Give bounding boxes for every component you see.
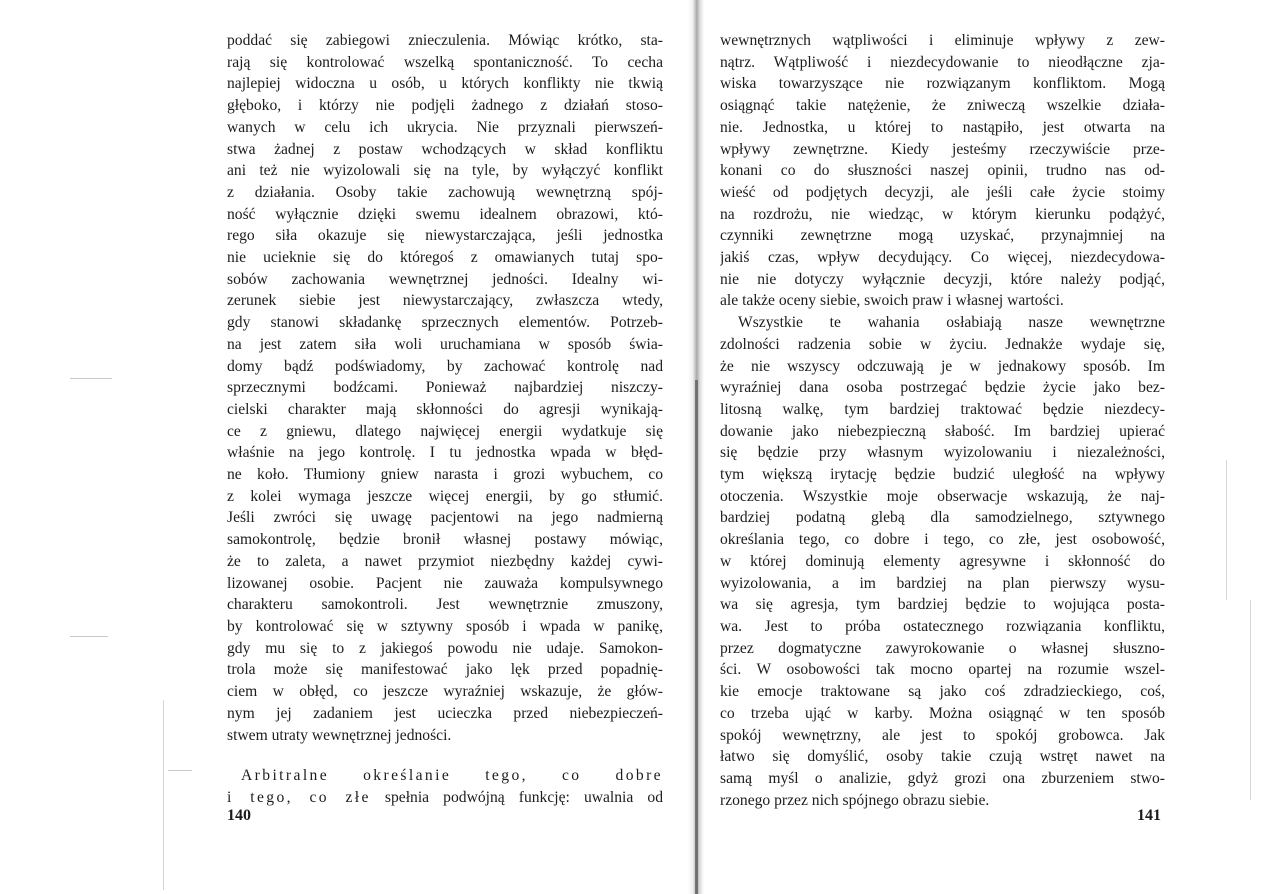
scan-edge-mark — [168, 770, 192, 771]
text-line: charakteru samokontroli. Jest wewnętrznie zmuszony, — [227, 596, 663, 614]
text-line: wanych w celu ich ukrycia. Nie przyznali pierwszeń- — [227, 118, 663, 136]
text-line: zerunek siebie jest niewystarczający, zwłaszcza wtedy, — [227, 292, 663, 310]
text-line: litosną walkę, tym bardziej traktować będzie niezdecy- — [720, 400, 1165, 418]
text-line: gdy mu się to z jakiegoś powodu nie udaje. Samokon- — [227, 639, 663, 657]
text-line: na rozdrożu, nie wiedząc, w którym kierunku podążyć, — [720, 205, 1165, 223]
text-line: kie emocje traktowane są jako coś zdradzieckiego, coś, — [720, 683, 1165, 701]
text-line: Jeśli zwróci się uwagę pacjentowi na jego nadmierną — [227, 509, 663, 527]
text-line: zdolności radzenia sobie w życiu. Jednakże wydaje się, — [720, 335, 1165, 353]
text-line: ści. W osobowości tak mocno opartej na rozumie wszel- — [720, 661, 1165, 679]
left-page — [227, 30, 663, 809]
text-line: jakiś czas, wpływ decydujący. Co więcej, niezdecydowa- — [720, 249, 1165, 267]
text-line: czynniki zewnętrzne mogą uzyskać, przynajmniej na — [720, 227, 1165, 245]
text-line: ność wyłącznie dzięki swemu idealnem obrazowi, któ- — [227, 205, 663, 223]
text-line: stwem utraty wewnętrznej jedności. — [227, 726, 452, 744]
text-line: stwa żadnej z postaw wchodzących w skład konfliktu — [227, 140, 663, 158]
scan-edge-mark — [1226, 460, 1227, 600]
scan-edge-mark — [70, 636, 108, 637]
text-line: właśnie na jego kontrolę. I tu jednostka wpada w błęd- — [227, 444, 663, 462]
text-line: osiągnąć takie natężenie, że zniweczą wszelkie działa- — [720, 97, 1165, 115]
text-line: wewnętrznych wątpliwości i eliminuje wpływy z zew- — [720, 32, 1165, 49]
text-line: nie nie dotyczy wyłącznie decyzji, które należy podjąć, — [720, 270, 1165, 288]
text-line: nątrz. Wątpliwość i niezdecydowanie to nieodłączne zja- — [720, 53, 1165, 71]
text-line: wyizolowania, a im bardziej na plan pierwszy wysu- — [720, 574, 1165, 592]
text-line: wyraźniej dana osoba postrzegać będzie życie jako bez- — [720, 379, 1165, 397]
text-line: wiska towarzyszące nie rozwiązanym konfliktom. Mogą — [720, 75, 1165, 93]
text-line: konani co do słuszności naszej opinii, trudno nas od- — [720, 162, 1165, 180]
text-line: spokój wewnętrzny, ale jest to spokój grobowca. Jak — [720, 726, 1165, 744]
right-page-text — [720, 30, 1165, 811]
text-line: z działania. Osoby takie zachowują wewnętrzną spój- — [227, 183, 663, 201]
scan-edge-mark — [70, 378, 112, 379]
text-line: domy bądź podświadomy, by zachować kontrolę nad — [227, 357, 663, 375]
text-line: gdy stanowi składankę sprzecznych elementów. Potrzeb- — [227, 314, 663, 332]
text-line: co trzeba ująć w karby. Można osiągnąć w ten sposób — [720, 704, 1165, 722]
heading-spaced-words: i tego, co złe — [227, 788, 371, 806]
text-line: określania tego, co dobre i tego, co złe, jest osobowość, — [720, 531, 1165, 549]
text-line: się będzie przy własnym wyizolowaniu i niezależności, — [720, 444, 1165, 462]
text-line: w której dominują elementy agresywne i skłonność do — [720, 552, 1165, 570]
text-line: otoczenia. Wszystkie moje obserwacje wskazują, że naj- — [720, 487, 1165, 505]
text-line: z kolei wymaga jeszcze więcej energii, by go stłumić. — [227, 487, 663, 505]
spine-shadow — [695, 380, 698, 894]
text-line: że to zaleta, a nawet przymiot niezbędny każdej cywi- — [227, 552, 663, 570]
text-line: rego siła okazuje się niewystarczająca, jeśli jednostka — [227, 227, 663, 245]
text-line: sobów zachowania wewnętrznej jedności. Idealny wi- — [227, 270, 663, 288]
text-line: przez dogmatyczne zawyrokowanie o własnej słuszno- — [720, 639, 1165, 657]
text-line: ce z gniewu, dlatego najwięcej energii wydatkuje się — [227, 422, 663, 440]
text-line: poddać się zabiegowi znieczulenia. Mówiąc krótko, sta- — [227, 32, 663, 49]
text-line: nie. Jednostka, u której to nastąpiło, jest otwarta na — [720, 118, 1165, 136]
text-line: ciem w obłęd, co jeszcze wyraźniej wskazuje, że głów- — [227, 683, 663, 701]
text-line: najlepiej widoczna u osób, u których konflikty nie tkwią — [227, 75, 663, 93]
heading-line-1: Arbitralne określanie tego, co dobre — [241, 767, 663, 785]
text-line: samokontrolę, będzie bronił własnej postawy mówiąc, — [227, 531, 663, 549]
text-line: lizowanej osobie. Pacjent nie zauważa kompulsywnego — [227, 574, 663, 592]
text-line: nie ucieknie się do któregoś z omawianych tutaj spo- — [227, 249, 663, 267]
text-line: by kontrolować się w sztywny sposób i wpada w panikę, — [227, 617, 663, 635]
text-line: wa. Jest to próba ostatecznego rozwiązania konfliktu, — [720, 617, 1165, 635]
scan-edge-mark — [163, 700, 164, 890]
text-line: wa się agresja, tym bardziej będzie to wojująca posta- — [720, 596, 1165, 614]
left-page-heading — [227, 765, 663, 808]
text-line: rzonego przez nich spójnego obrazu siebie. — [720, 791, 990, 809]
text-line: cielski charakter mają skłonności do agresji wynikają- — [227, 400, 663, 418]
text-line: ani też nie wyizolowali się na tyle, by wyłączyć konflikt — [227, 162, 663, 180]
text-line: rają się kontrolować wszelką spontaniczność. To cecha — [227, 53, 663, 71]
page-number-left: 140 — [227, 807, 251, 824]
text-line: wpływy zewnętrzne. Kiedy jesteśmy rzeczywiście prze- — [720, 140, 1165, 158]
text-line: dowanie jako niebezpieczną słabość. Im bardziej upierać — [720, 422, 1165, 440]
left-page-text — [227, 30, 663, 746]
text-line: ale także oceny siebie, swoich praw i własnej wartości. — [720, 292, 1064, 310]
text-line: trola może się manifestować jako lęk przed popadnię- — [227, 661, 663, 679]
text-line: samą myśl o analizie, gdyż grozi ona zburzeniem stwo- — [720, 769, 1165, 787]
text-line: tym większą irytację będzie budzić uległość na wpływy — [720, 466, 1165, 484]
text-line: sprzecznymi bodźcami. Ponieważ najbardziej niszczy- — [227, 379, 663, 397]
text-line: łatwo się domyślić, osoby takie czują wstręt nawet na — [720, 748, 1165, 766]
heading-line-2 — [227, 787, 663, 809]
scan-edge-mark — [1250, 600, 1251, 800]
heading-line-2-rest: spełnia podwójną funkcję: uwalnia od — [370, 788, 663, 806]
right-page — [720, 30, 1165, 811]
text-line: nym jej zadaniem jest ucieczka przed niebezpieczeń- — [227, 704, 663, 722]
text-line: że nie wszyscy odczuwają je w jednakowy sposób. Im — [720, 357, 1165, 375]
section-gap — [227, 746, 663, 765]
text-line: bardziej podatną glebą dla samodzielnego, sztywnego — [720, 509, 1165, 527]
text-line: głęboko, i którzy nie podjęli żadnego z działań stoso- — [227, 97, 663, 115]
text-line: ne koło. Tłumiony gniew narasta i grozi wybuchem, co — [227, 466, 663, 484]
text-line: na jest zatem siła woli uruchamiana w sposób świa- — [227, 335, 663, 353]
text-line: Wszystkie te wahania osłabiają nasze wewnętrzne — [738, 314, 1165, 332]
page-number-right: 141 — [1137, 807, 1161, 824]
text-line: wieść od podjętych decyzji, ale jeśli całe życie stoimy — [720, 183, 1165, 201]
